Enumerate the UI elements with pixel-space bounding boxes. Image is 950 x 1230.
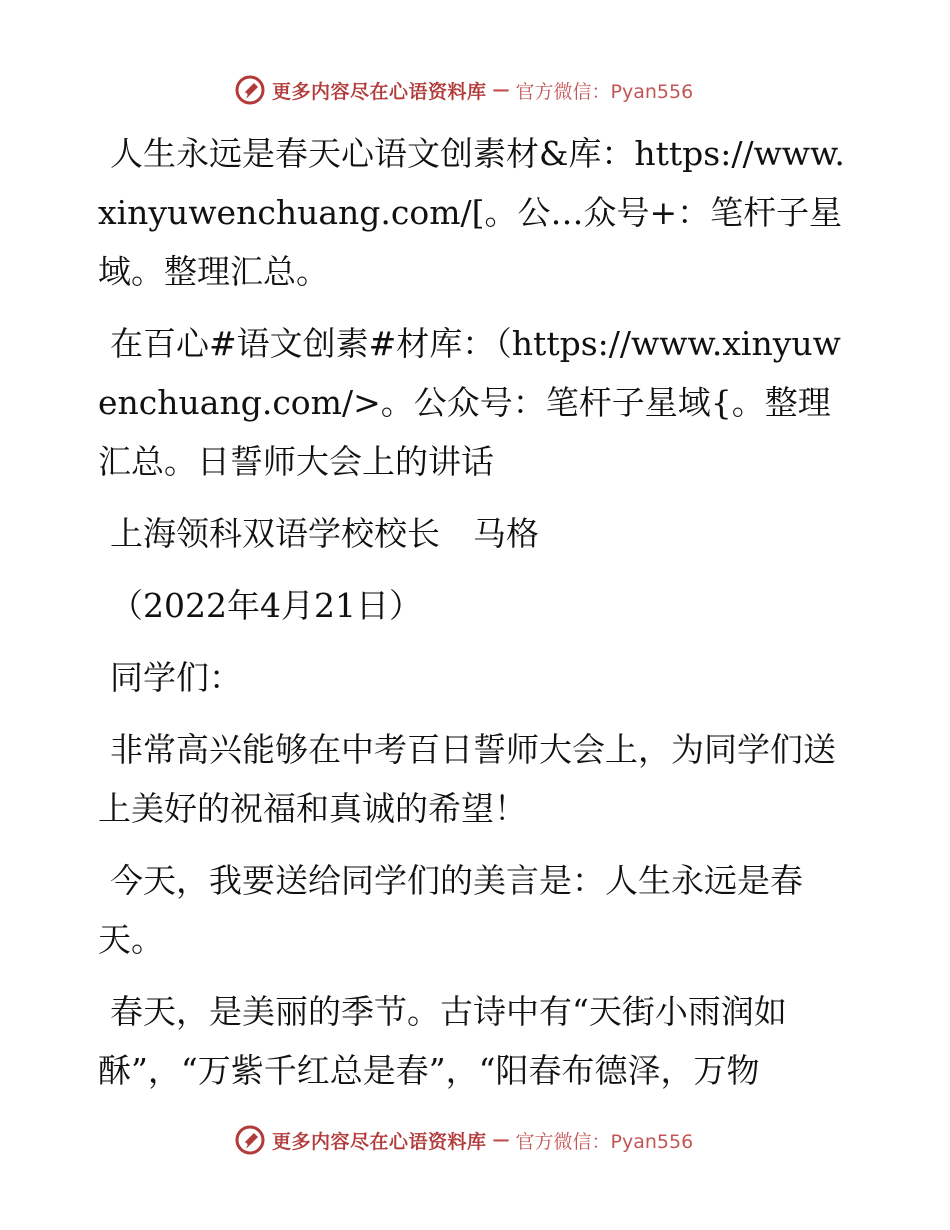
watermark-text: 更多内容尽在心语资料库 [272, 1130, 487, 1153]
paragraph-date: （2022年4月21日） [110, 586, 422, 625]
logo-icon [234, 74, 266, 106]
watermark-wechat: 官方微信：Pyan556 [515, 80, 694, 103]
logo-icon [234, 1124, 266, 1156]
document-body [98, 124, 858, 1113]
paragraph-spring: 春天，是美丽的季节。古诗中有“天街小雨润如酥”，“万紫千红总是春”，“阳春布德泽，万物 [98, 992, 787, 1090]
watermark-separator: — [492, 80, 510, 100]
watermark-text: 更多内容尽在心语资料库 [272, 80, 487, 103]
paragraph-greeting: 非常高兴能够在中考百日誓师大会上，为同学们送上美好的祝福和真诚的希望！ [98, 730, 836, 828]
header-watermark [234, 72, 693, 108]
watermark-separator: — [492, 1130, 510, 1150]
paragraph-source-1: 人生永远是春天心语文创素材&库：https://www.xinyuwenchuang.com/[。公…众号+：笔杆子星域。整理汇总。 [98, 134, 845, 291]
paragraph-source-2: 在百心#语文创素#材库：（https://www.xinyuwenchuang.com/>。公众号：笔杆子星域{。整理汇总。日誓师大会上的讲话 [98, 324, 841, 481]
paragraph-author: 上海领科双语学校校长 马格 [110, 514, 539, 553]
watermark-wechat: 官方微信：Pyan556 [515, 1130, 694, 1153]
paragraph-theme: 今天，我要送给同学们的美言是：人生永远是春天。 [98, 861, 803, 959]
footer-watermark [234, 1122, 693, 1158]
paragraph-salutation: 同学们： [110, 658, 242, 697]
